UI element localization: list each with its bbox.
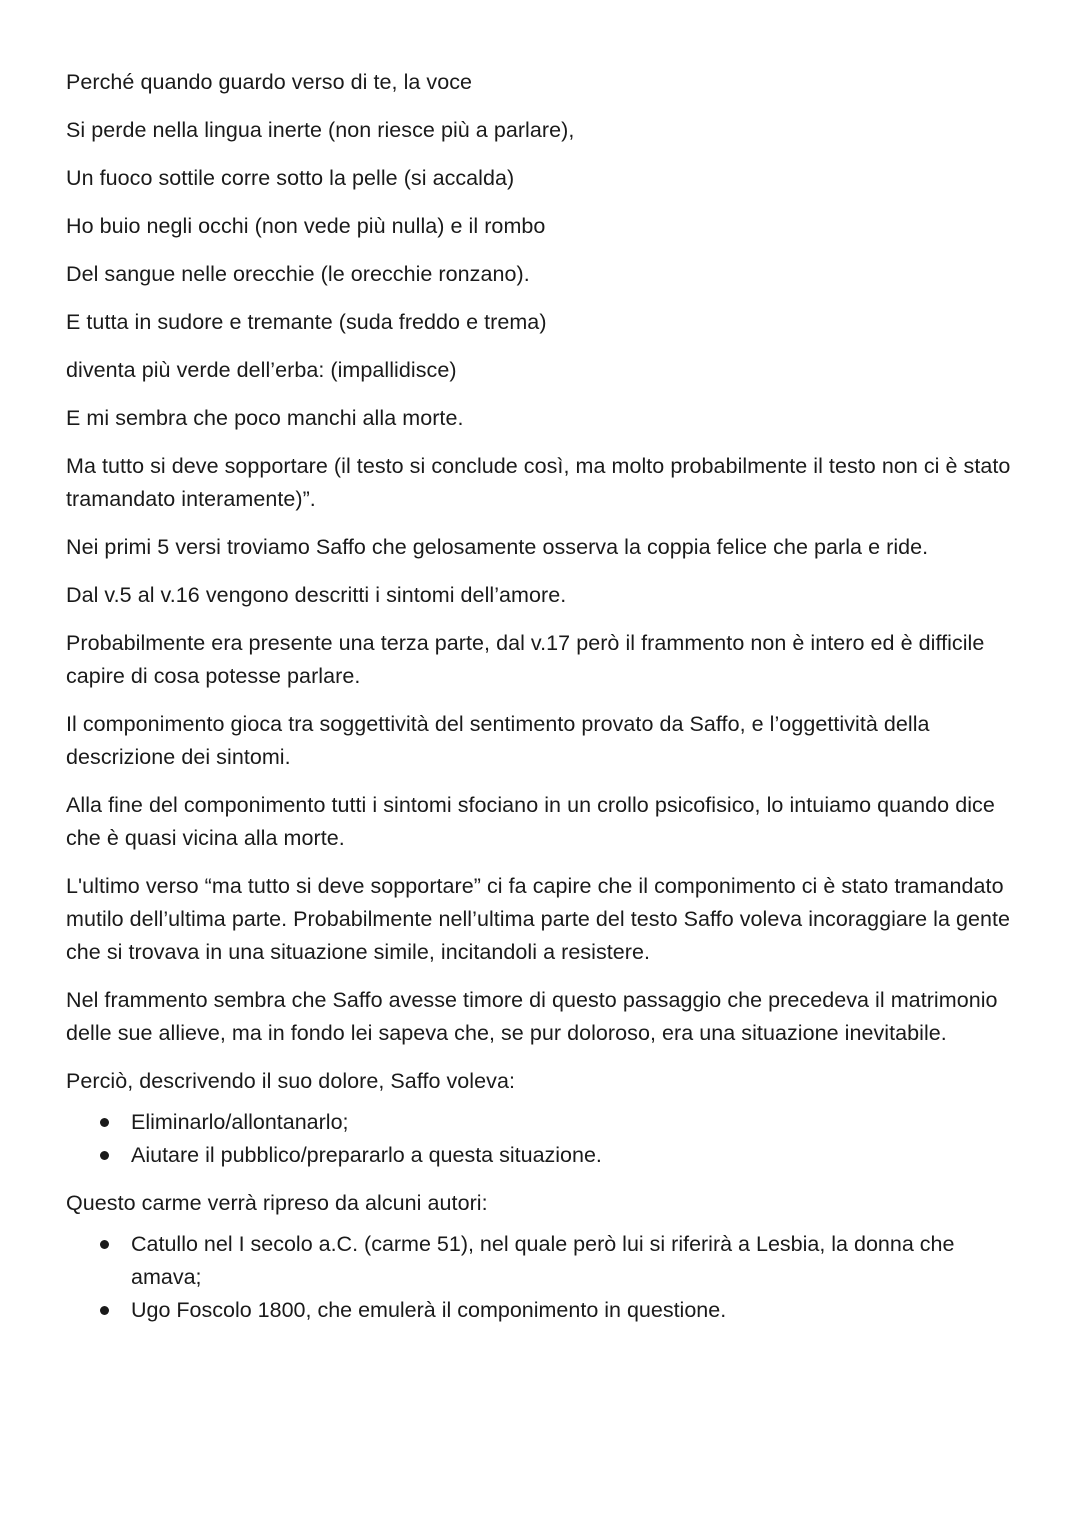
- list-item-text: Aiutare il pubblico/prepararlo a questa situazione.: [131, 1143, 602, 1167]
- bullet-icon: [100, 1306, 109, 1315]
- paragraph: Alla fine del componimento tutti i sintomi sfociano in un crollo psicofisico, lo intuiamo quando dice che è quasi vicina alla morte.: [66, 793, 995, 850]
- paragraph: E tutta in sudore e tremante (suda freddo e trema): [66, 310, 547, 334]
- bullet-list-authors: [66, 1228, 1016, 1327]
- list-item: [66, 1228, 1016, 1294]
- paragraph: diventa più verde dell’erba: (impallidisce): [66, 358, 457, 382]
- paragraph: Si perde nella lingua inerte (non riesce più a parlare),: [66, 118, 575, 142]
- paragraph: Perciò, descrivendo il suo dolore, Saffo voleva:: [66, 1069, 515, 1093]
- list-item-text: Ugo Foscolo 1800, che emulerà il componimento in questione.: [131, 1298, 727, 1322]
- paragraph: Ma tutto si deve sopportare (il testo si conclude così, ma molto probabilmente il testo non ci è stato tramandato interamente)”.: [66, 454, 1011, 511]
- paragraph: Nei primi 5 versi troviamo Saffo che gelosamente osserva la coppia felice che parla e ride.: [66, 535, 929, 559]
- paragraph: Questo carme verrà ripreso da alcuni autori:: [66, 1191, 488, 1215]
- bullet-icon: [100, 1151, 109, 1160]
- paragraph: Perché quando guardo verso di te, la voce: [66, 70, 473, 94]
- document-page: [66, 66, 1016, 1342]
- paragraph: Del sangue nelle orecchie (le orecchie ronzano).: [66, 262, 530, 286]
- paragraph: Nel frammento sembra che Saffo avesse timore di questo passaggio che precedeva il matrimonio delle sue allieve, ma in fondo lei sapeva che, se pur doloroso, era una situazione inevitabile.: [66, 988, 998, 1045]
- list-item: [66, 1139, 1016, 1172]
- bullet-list-purpose: [66, 1106, 1016, 1172]
- paragraph: Un fuoco sottile corre sotto la pelle (si accalda): [66, 166, 515, 190]
- list-item: [66, 1294, 1016, 1327]
- bullet-icon: [100, 1118, 109, 1127]
- list-item-text: Catullo nel I secolo a.C. (carme 51), nel quale però lui si riferirà a Lesbia, la donna che amava;: [131, 1232, 955, 1289]
- paragraph: Ho buio negli occhi (non vede più nulla) e il rombo: [66, 214, 546, 238]
- list-item-text: Eliminarlo/allontanarlo;: [131, 1110, 349, 1134]
- paragraph: E mi sembra che poco manchi alla morte.: [66, 406, 464, 430]
- list-item: [66, 1106, 1016, 1139]
- paragraph: Dal v.5 al v.16 vengono descritti i sintomi dell’amore.: [66, 583, 567, 607]
- paragraph: L'ultimo verso “ma tutto si deve sopportare” ci fa capire che il componimento ci è stato tramandato mutilo dell’ultima parte. Probabilmente nell’ultima parte del testo Saffo voleva incoraggiare la gente che si trovava in una situazione simile, incitandoli a resistere.: [66, 874, 1011, 964]
- paragraph: Probabilmente era presente una terza parte, dal v.17 però il frammento non è intero ed è difficile capire di cosa potesse parlare.: [66, 631, 985, 688]
- bullet-icon: [100, 1240, 109, 1249]
- paragraph: Il componimento gioca tra soggettività del sentimento provato da Saffo, e l’oggettività della descrizione dei sintomi.: [66, 712, 930, 769]
